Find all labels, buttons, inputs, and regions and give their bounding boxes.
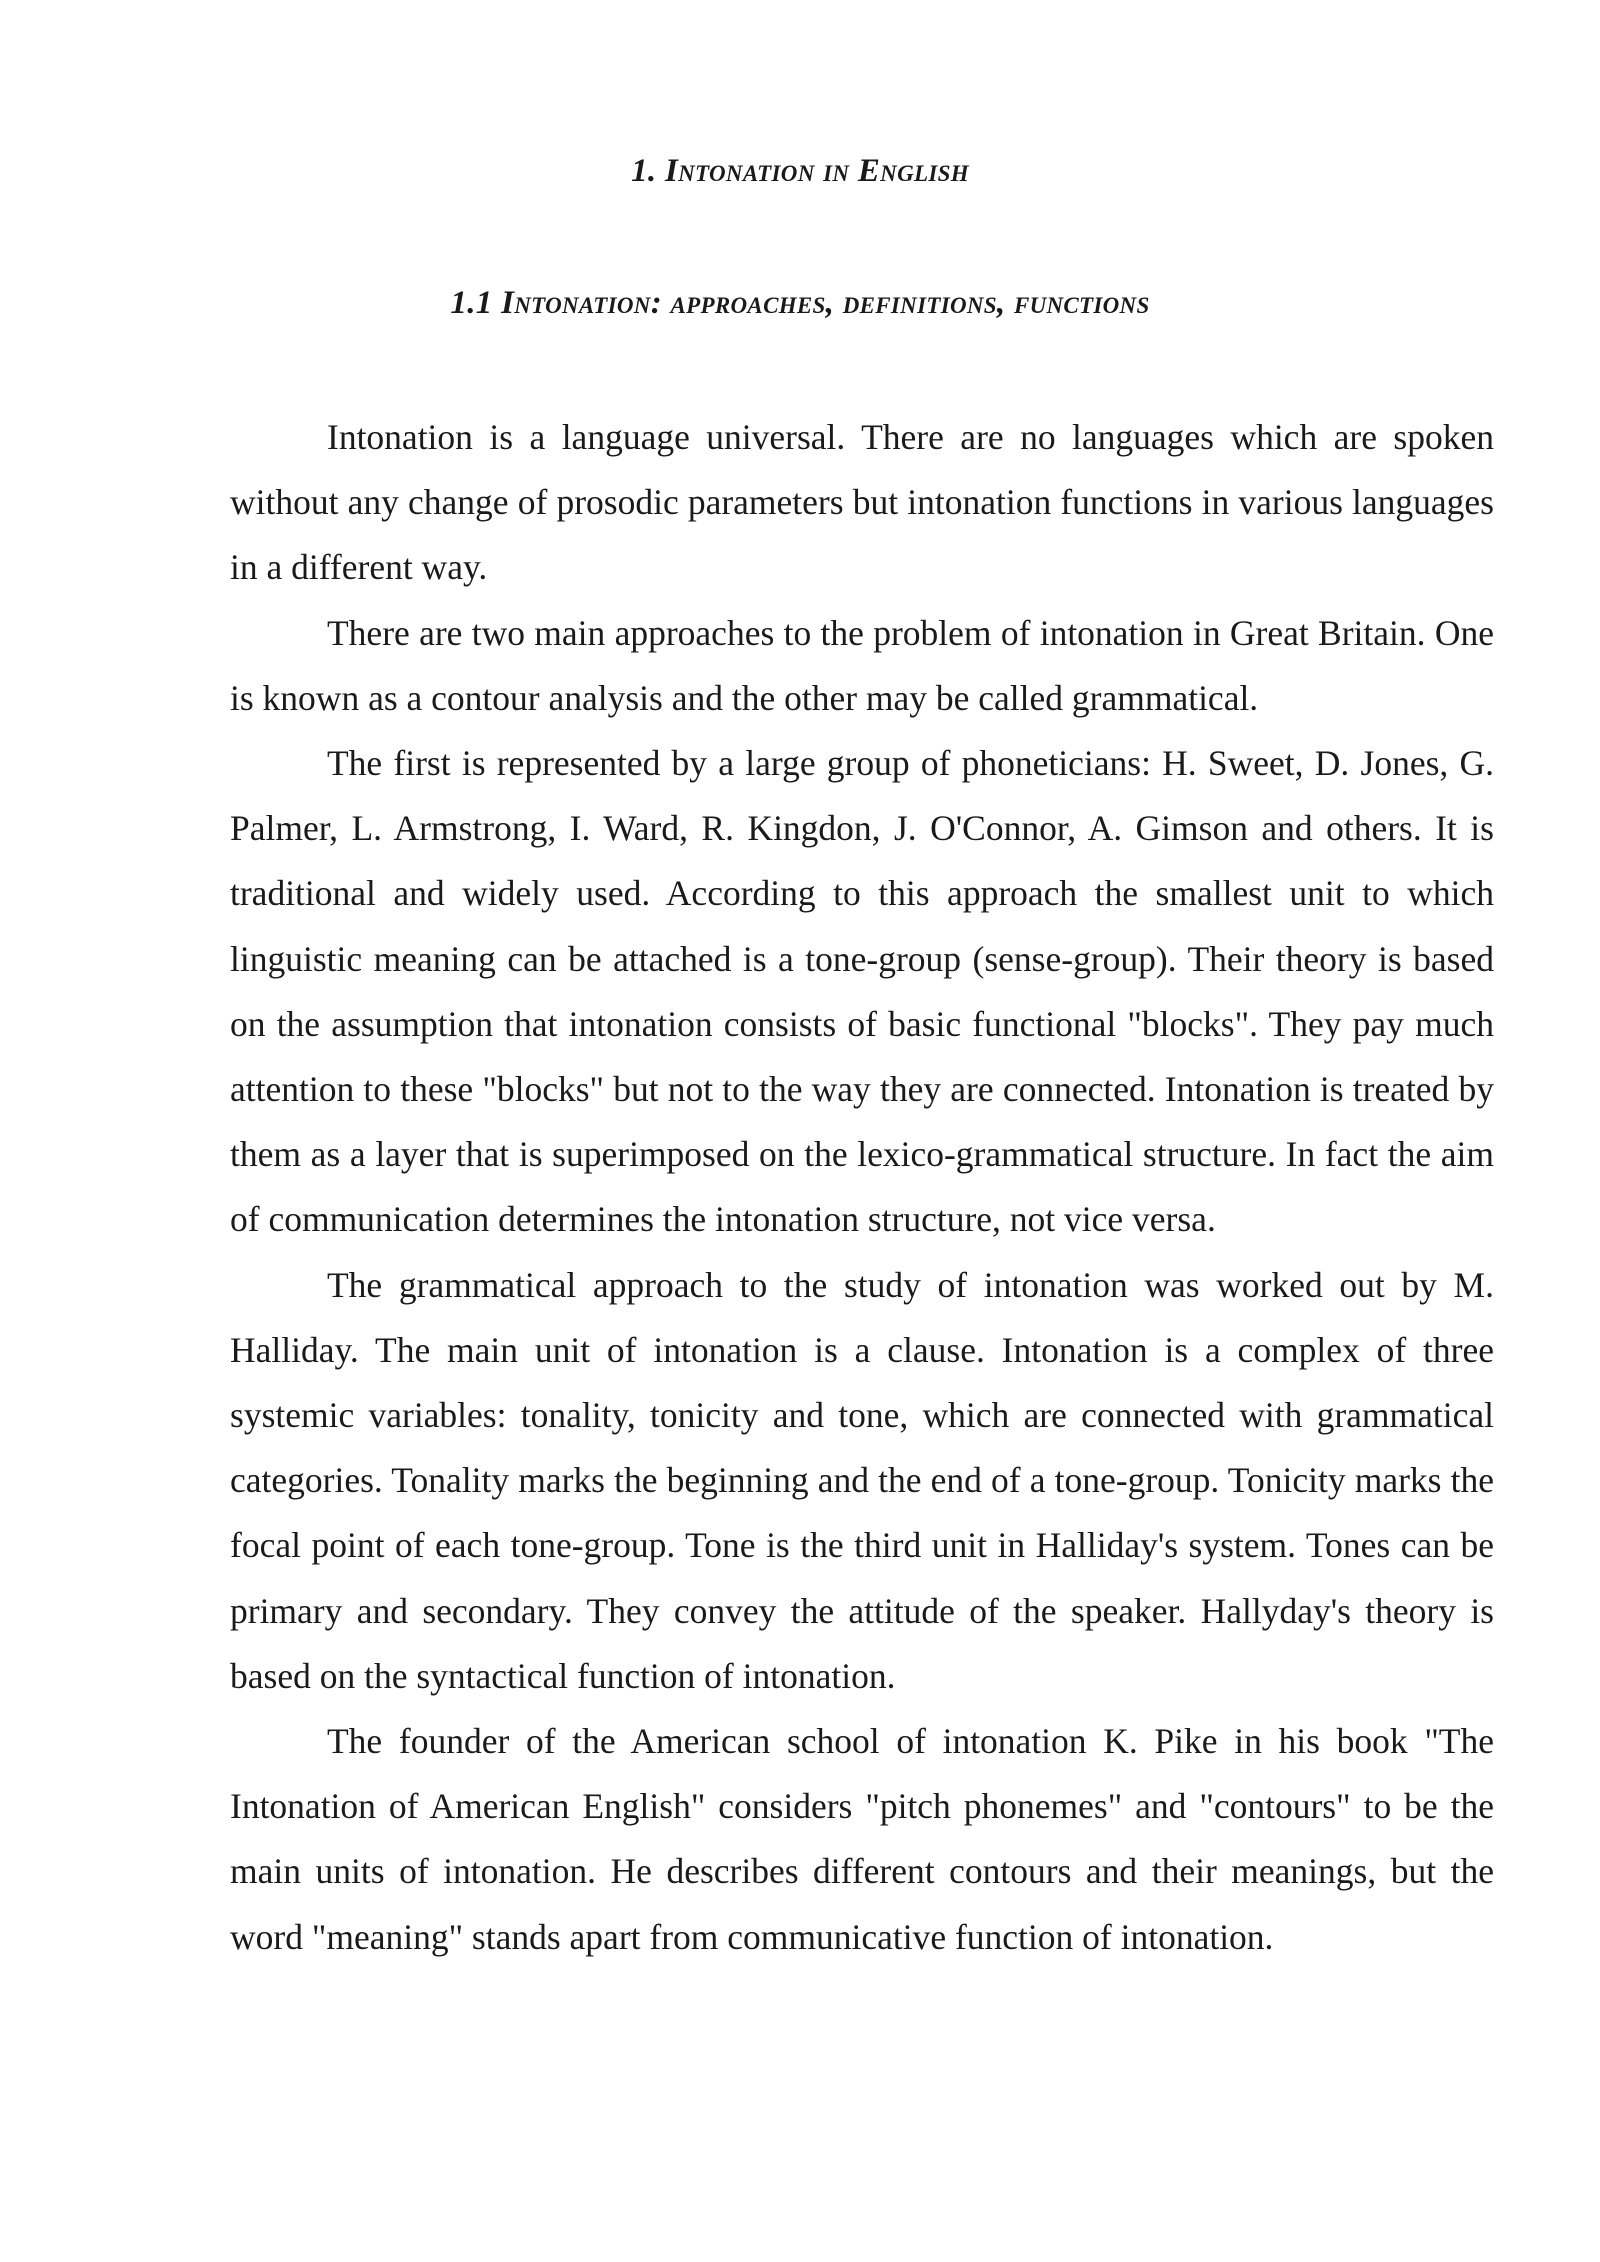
paragraph: There are two main approaches to the problem of intonation in Great Britain. One is known as a contour analysis and the other may be called grammatical.: [230, 612, 1494, 718]
chapter-title: 1. Intonation in English: [631, 153, 969, 189]
section-title: 1.1 Intonation: approaches, definitions, functions: [450, 285, 1150, 321]
paragraph: The grammatical approach to the study of intonation was worked out by M. Halliday. The main unit of intonation is a clause. Intonation is a complex of three systemic variables: tonality, tonicity and tone, which are connected with grammatical categories. Tonality marks the beginning and the end of a tone-group. Tonicity marks the focal point of each tone-group. Tone is the third unit in Halliday's system. Tones can be primary and secondary. They convey the attitude of the speaker. Hallyday's theory is based on the syntactical function of intonation.: [230, 1264, 1494, 1696]
body-text: [230, 405, 1494, 1970]
paragraph: The first is represented by a large group of phoneticians: H. Sweet, D. Jones, G. Palmer, L. Armstrong, I. Ward, R. Kingdon, J. O'Connor, A. Gimson and others. It is traditional and widely used. According to this approach the smallest unit to which linguistic meaning can be attached is a tone-group (sense-group). Their theory is based on the assumption that intonation consists of basic functional "blocks". They pay much attention to these "blocks" but not to the way they are connected. Intonation is treated by them as a layer that is superimposed on the lexico-grammatical structure. In fact the aim of communication determines the intonation structure, not vice versa.: [230, 743, 1494, 1240]
paragraph: The founder of the American school of intonation K. Pike in his book "The Intonation of American English" considers "pitch phonemes" and "contours" to be the main units of intonation. He describes different contours and their meanings, but the word "meaning" stands apart from communicative function of intonation.: [230, 1721, 1494, 1957]
paragraph: Intonation is a language universal. There are no languages which are spoken without any change of prosodic parameters but intonation functions in various languages in a different way.: [230, 417, 1494, 588]
